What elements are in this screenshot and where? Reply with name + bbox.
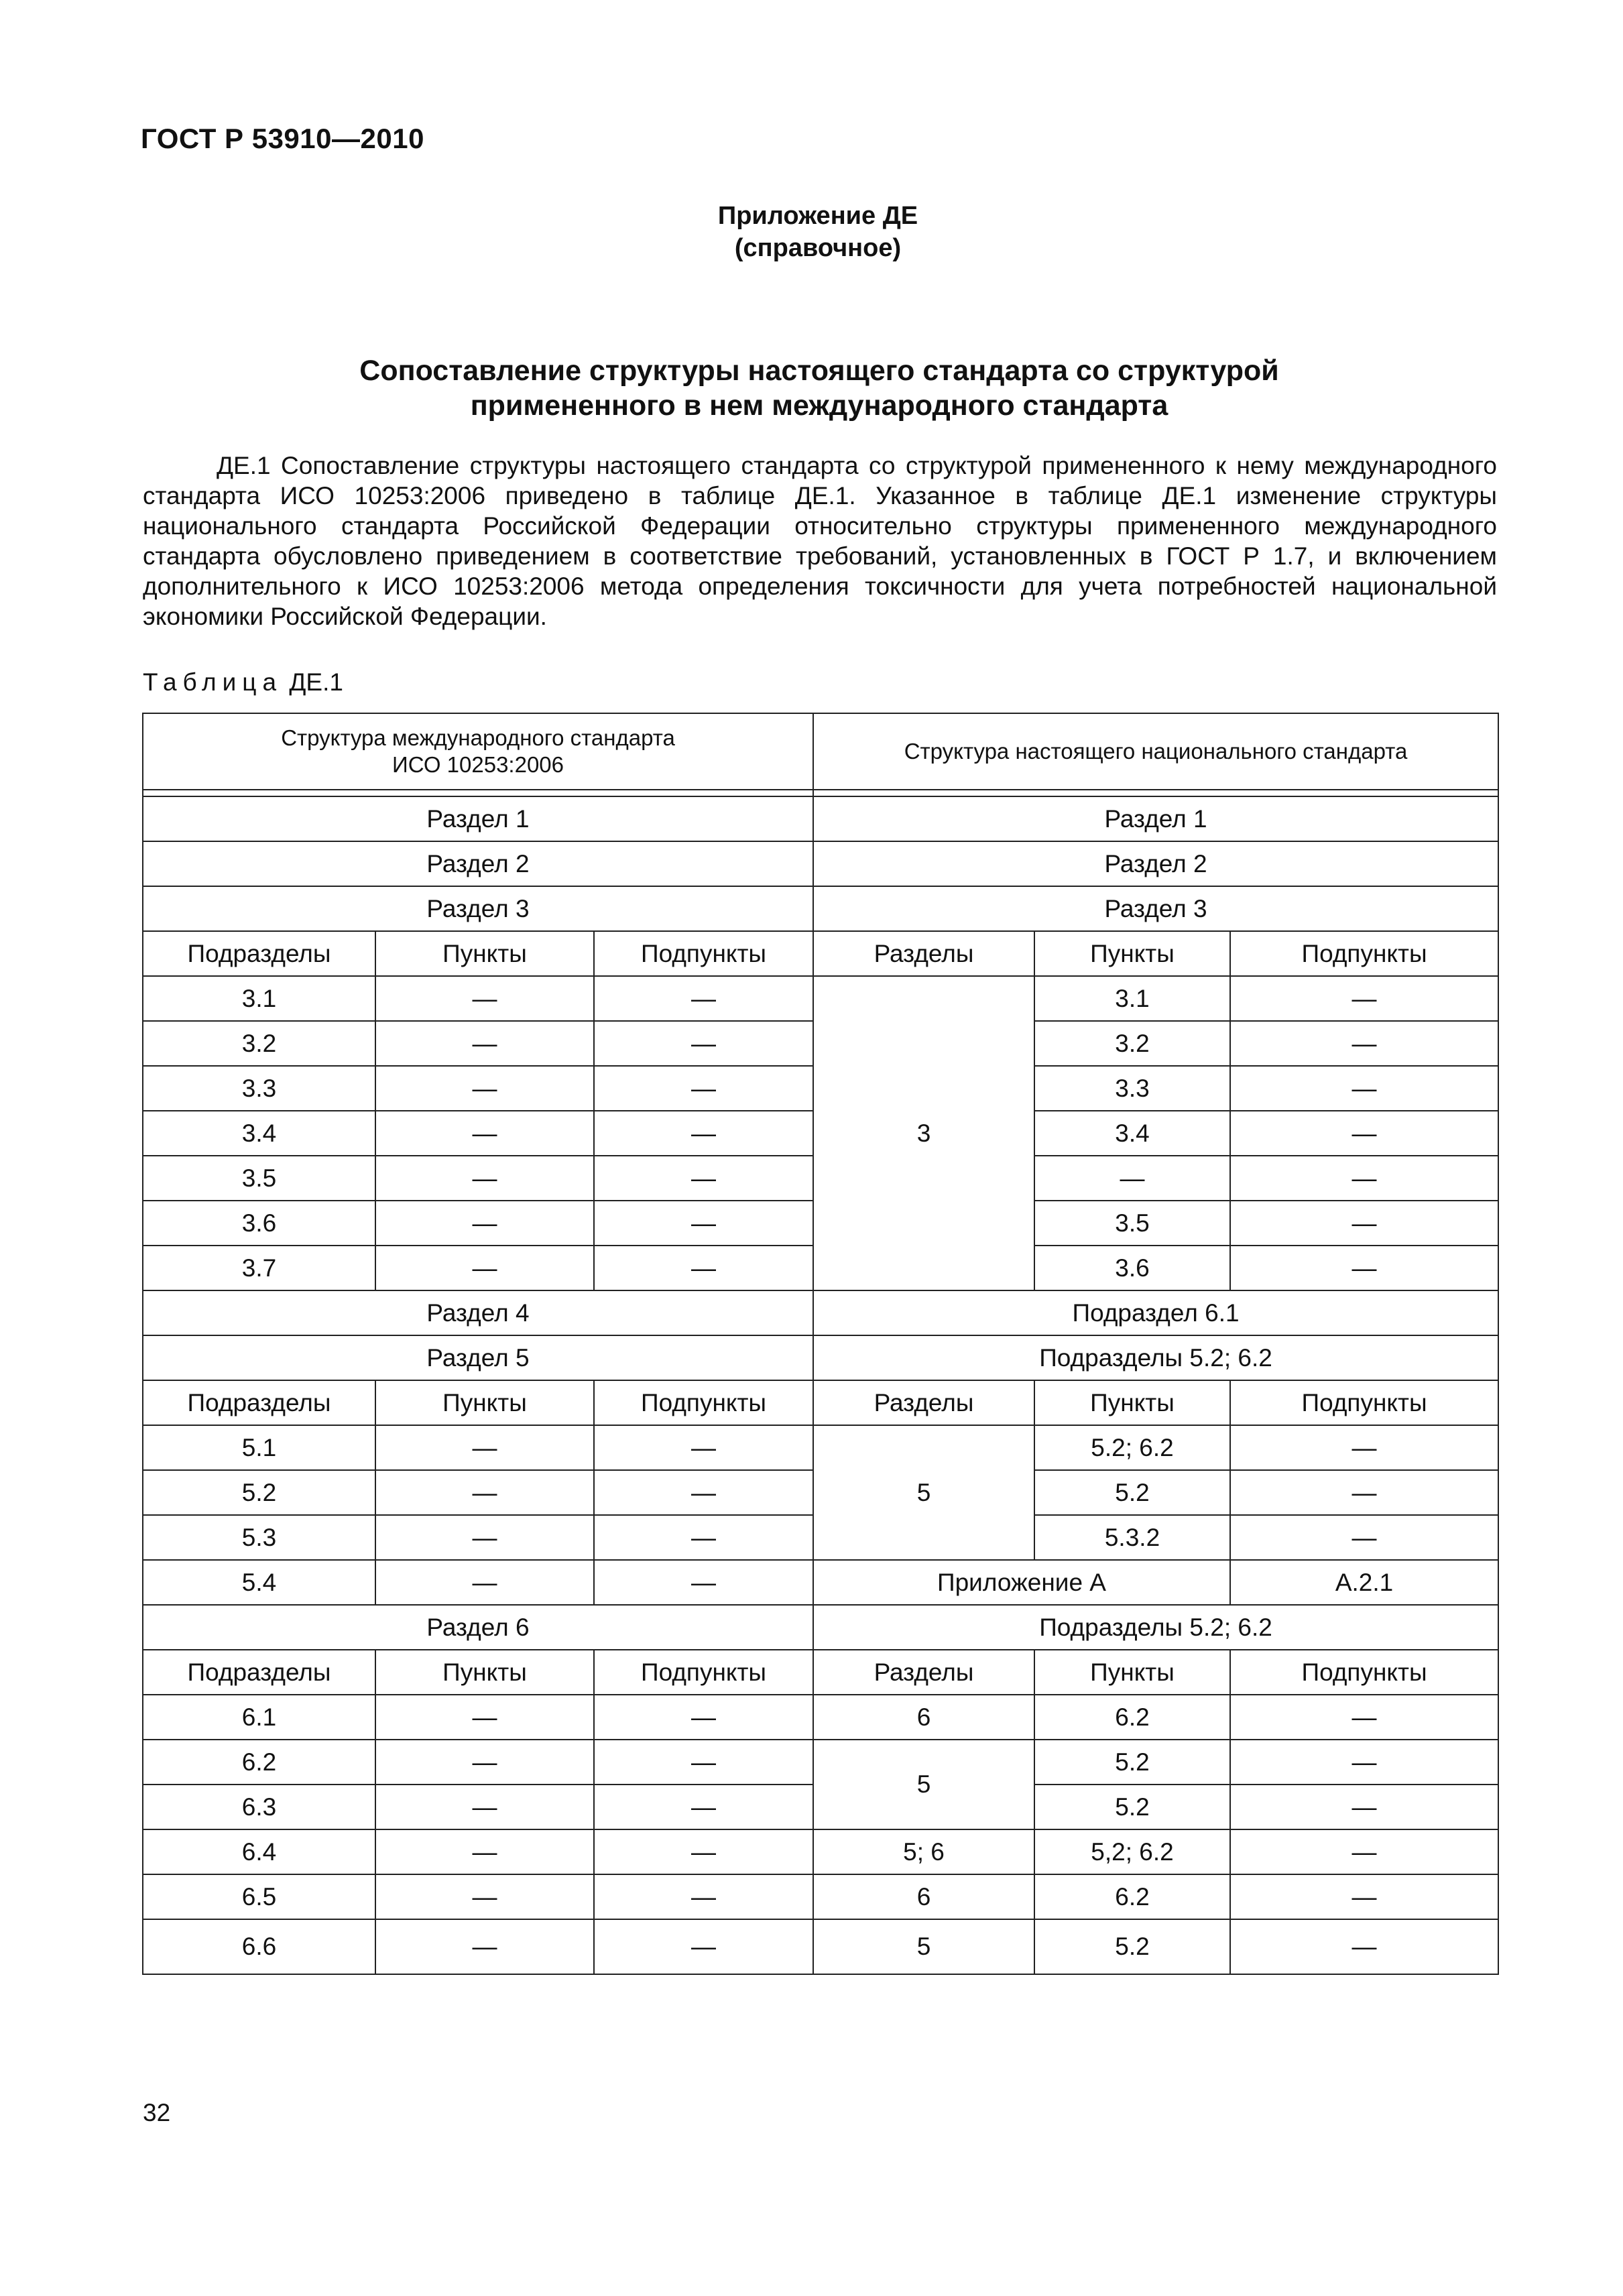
cell-item: 3.5	[1034, 1201, 1230, 1246]
cell-dash: —	[594, 1156, 813, 1201]
col-label-subitems: Подпункты	[1230, 931, 1498, 976]
cell-subsection: 3.6	[143, 1201, 375, 1246]
table-row	[143, 1560, 1498, 1605]
col-label-items: Пункты	[375, 931, 594, 976]
cell-dash: —	[1230, 1066, 1498, 1111]
cell-dash: —	[375, 1021, 594, 1066]
cell-dash: —	[1230, 1874, 1498, 1919]
table-row	[143, 1740, 1498, 1785]
cell-item: 6.2	[1034, 1695, 1230, 1740]
cell-merged-section: 3	[813, 976, 1034, 1290]
col-label-subsections: Подразделы	[143, 931, 375, 976]
cell-section: 6	[813, 1695, 1034, 1740]
annex-subtitle: (справочное)	[734, 234, 902, 262]
cell-dash: —	[594, 1111, 813, 1156]
table-row	[143, 1874, 1498, 1919]
cell-dash: —	[1230, 1829, 1498, 1874]
cell-dash: —	[594, 1470, 813, 1515]
cell-subsection: 6.3	[143, 1785, 375, 1829]
cell-dash: —	[375, 1695, 594, 1740]
section2-right: Раздел 2	[813, 841, 1498, 886]
table-row	[143, 886, 1498, 931]
cell-dash: —	[594, 1785, 813, 1829]
col-label-subitems: Подпункты	[594, 931, 813, 976]
cell-dash: —	[1230, 1021, 1498, 1066]
cell-dash: —	[375, 1874, 594, 1919]
cell-item: 5.3.2	[1034, 1515, 1230, 1560]
section-title-line1: Сопоставление структуры настоящего стандарта со структурой	[359, 355, 1279, 387]
cell-item: 5.2	[1034, 1740, 1230, 1785]
cell-subsection: 3.2	[143, 1021, 375, 1066]
cell-item: 5.2	[1034, 1919, 1230, 1974]
cell-item: 5.2	[1034, 1785, 1230, 1829]
section3-right: Раздел 3	[813, 886, 1498, 931]
header-left-line2: ИСО 10253:2006	[392, 752, 564, 777]
cell-dash: —	[375, 1066, 594, 1111]
cell-dash: —	[594, 1246, 813, 1290]
cell-dash: —	[1230, 1111, 1498, 1156]
cell-section: 5; 6	[813, 1829, 1034, 1874]
cell-subsection: 5.2	[143, 1470, 375, 1515]
cell-subsection: 6.5	[143, 1874, 375, 1919]
col-label-subitems: Подпункты	[594, 1380, 813, 1425]
cell-dash: —	[594, 1021, 813, 1066]
separator-right	[813, 790, 1498, 796]
col-label-items: Пункты	[1034, 1650, 1230, 1695]
cell-subitem: А.2.1	[1230, 1560, 1498, 1605]
cell-item: 3.4	[1034, 1111, 1230, 1156]
table-caption-id: ДЕ.1	[289, 668, 343, 696]
col-label-items: Пункты	[375, 1650, 594, 1695]
table-row	[143, 841, 1498, 886]
section3-left: Раздел 3	[143, 886, 813, 931]
cell-section: 5	[813, 1919, 1034, 1974]
page-number: 32	[143, 2099, 171, 2126]
cell-item: 3.1	[1034, 976, 1230, 1021]
cell-dash: —	[1230, 1246, 1498, 1290]
cell-dash: —	[375, 1470, 594, 1515]
table-row	[143, 1335, 1498, 1380]
cell-dash: —	[1230, 1470, 1498, 1515]
cell-item: —	[1034, 1156, 1230, 1201]
cell-dash: —	[594, 1740, 813, 1785]
table-row	[143, 1919, 1498, 1974]
cell-dash: —	[594, 1201, 813, 1246]
separator-left	[143, 790, 813, 796]
section1-right: Раздел 1	[813, 796, 1498, 841]
comparison-table-wrap	[142, 713, 1498, 1975]
cell-dash: —	[1230, 1919, 1498, 1974]
col-label-subitems: Подпункты	[594, 1650, 813, 1695]
table-row	[143, 976, 1498, 1021]
col-label-subsections: Подразделы	[143, 1650, 375, 1695]
cell-dash: —	[594, 1066, 813, 1111]
cell-subsection: 5.3	[143, 1515, 375, 1560]
annex-title: Приложение ДЕ	[717, 202, 918, 230]
cell-subsection: 5.4	[143, 1560, 375, 1605]
section4-right: Подраздел 6.1	[813, 1290, 1498, 1335]
table-row	[143, 1829, 1498, 1874]
cell-dash: —	[375, 976, 594, 1021]
col-label-sections: Разделы	[813, 1650, 1034, 1695]
cell-dash: —	[375, 1156, 594, 1201]
cell-item: 5,2; 6.2	[1034, 1829, 1230, 1874]
table-header-row	[143, 713, 1498, 790]
cell-subsection: 3.7	[143, 1246, 375, 1290]
cell-dash: —	[1230, 1201, 1498, 1246]
section-title-line2: примененного в нем международного стандарта	[470, 389, 1168, 422]
col-label-subsections: Подразделы	[143, 1380, 375, 1425]
cell-subsection: 6.1	[143, 1695, 375, 1740]
cell-subsection: 6.2	[143, 1740, 375, 1785]
document-header: ГОСТ Р 53910—2010	[141, 123, 424, 154]
cell-subsection: 5.1	[143, 1425, 375, 1470]
header-separator	[143, 790, 1498, 796]
cell-dash: —	[594, 1695, 813, 1740]
cell-dash: —	[375, 1919, 594, 1974]
table-row	[143, 1425, 1498, 1470]
cell-item: 6.2	[1034, 1874, 1230, 1919]
cell-subsection: 3.4	[143, 1111, 375, 1156]
table-row	[143, 1290, 1498, 1335]
col-label-sections: Разделы	[813, 931, 1034, 976]
header-left-line1: Структура международного стандарта	[281, 725, 675, 750]
col-label-subitems: Подпункты	[1230, 1380, 1498, 1425]
header-international-standard	[143, 713, 813, 790]
cell-dash: —	[594, 1874, 813, 1919]
cell-dash: —	[594, 1425, 813, 1470]
cell-dash: —	[375, 1425, 594, 1470]
table-row	[143, 1605, 1498, 1650]
col-label-items: Пункты	[1034, 931, 1230, 976]
cell-subsection: 6.6	[143, 1919, 375, 1974]
section5-right: Подразделы 5.2; 6.2	[813, 1335, 1498, 1380]
cell-dash: —	[594, 1829, 813, 1874]
cell-item: 5.2; 6.2	[1034, 1425, 1230, 1470]
cell-dash: —	[594, 1515, 813, 1560]
cell-annex: Приложение А	[813, 1560, 1230, 1605]
cell-dash: —	[375, 1740, 594, 1785]
cell-item: 5.2	[1034, 1470, 1230, 1515]
intro-paragraph: ДЕ.1 Сопоставление структуры настоящего стандарта со структурой примененного к нему международного стандарта ИСО 10253:2006 приведено в таблице ДЕ.1. Указанное в таблице ДЕ.1 изменение структуры национального стандарта Российской Федерации относительно структуры примененного международного стандарта обусловлено приведением в соответствие требований, установленных в ГОСТ Р 1.7, и включением дополнительного к ИСО 10253:2006 метода определения токсичности для учета потребностей национальной экономики Российской Федерации.	[143, 452, 1497, 630]
cell-dash: —	[1230, 1695, 1498, 1740]
cell-dash: —	[375, 1785, 594, 1829]
col-label-subitems: Подпункты	[1230, 1650, 1498, 1695]
cell-dash: —	[1230, 1425, 1498, 1470]
cell-dash: —	[375, 1201, 594, 1246]
col-label-items: Пункты	[1034, 1380, 1230, 1425]
cell-merged-section: 5	[813, 1425, 1034, 1560]
column-labels-row	[143, 1380, 1498, 1425]
column-labels-row	[143, 1650, 1498, 1695]
cell-section: 6	[813, 1874, 1034, 1919]
cell-subsection: 3.1	[143, 976, 375, 1021]
table-caption-word: Таблица	[143, 668, 283, 696]
comparison-table	[142, 713, 1499, 1975]
cell-dash: —	[375, 1246, 594, 1290]
table-caption	[143, 668, 343, 697]
cell-dash: —	[1230, 1156, 1498, 1201]
cell-merged-section: 5	[813, 1740, 1034, 1829]
cell-dash: —	[594, 1919, 813, 1974]
header-national-standard: Структура настоящего национального стандарта	[813, 713, 1498, 790]
cell-dash: —	[1230, 1515, 1498, 1560]
col-label-items: Пункты	[375, 1380, 594, 1425]
cell-dash: —	[375, 1515, 594, 1560]
section6-right: Подразделы 5.2; 6.2	[813, 1605, 1498, 1650]
cell-subsection: 6.4	[143, 1829, 375, 1874]
table-row	[143, 1695, 1498, 1740]
cell-dash: —	[1230, 1740, 1498, 1785]
cell-dash: —	[375, 1560, 594, 1605]
table-row	[143, 796, 1498, 841]
column-labels-row	[143, 931, 1498, 976]
cell-subsection: 3.3	[143, 1066, 375, 1111]
cell-item: 3.3	[1034, 1066, 1230, 1111]
section5-left: Раздел 5	[143, 1335, 813, 1380]
section1-left: Раздел 1	[143, 796, 813, 841]
col-label-sections: Разделы	[813, 1380, 1034, 1425]
cell-item: 3.2	[1034, 1021, 1230, 1066]
section6-left: Раздел 6	[143, 1605, 813, 1650]
cell-item: 3.6	[1034, 1246, 1230, 1290]
cell-dash: —	[1230, 1785, 1498, 1829]
cell-dash: —	[375, 1111, 594, 1156]
section2-left: Раздел 2	[143, 841, 813, 886]
cell-dash: —	[375, 1829, 594, 1874]
cell-dash: —	[594, 1560, 813, 1605]
cell-dash: —	[1230, 976, 1498, 1021]
cell-dash: —	[594, 976, 813, 1021]
cell-subsection: 3.5	[143, 1156, 375, 1201]
section4-left: Раздел 4	[143, 1290, 813, 1335]
